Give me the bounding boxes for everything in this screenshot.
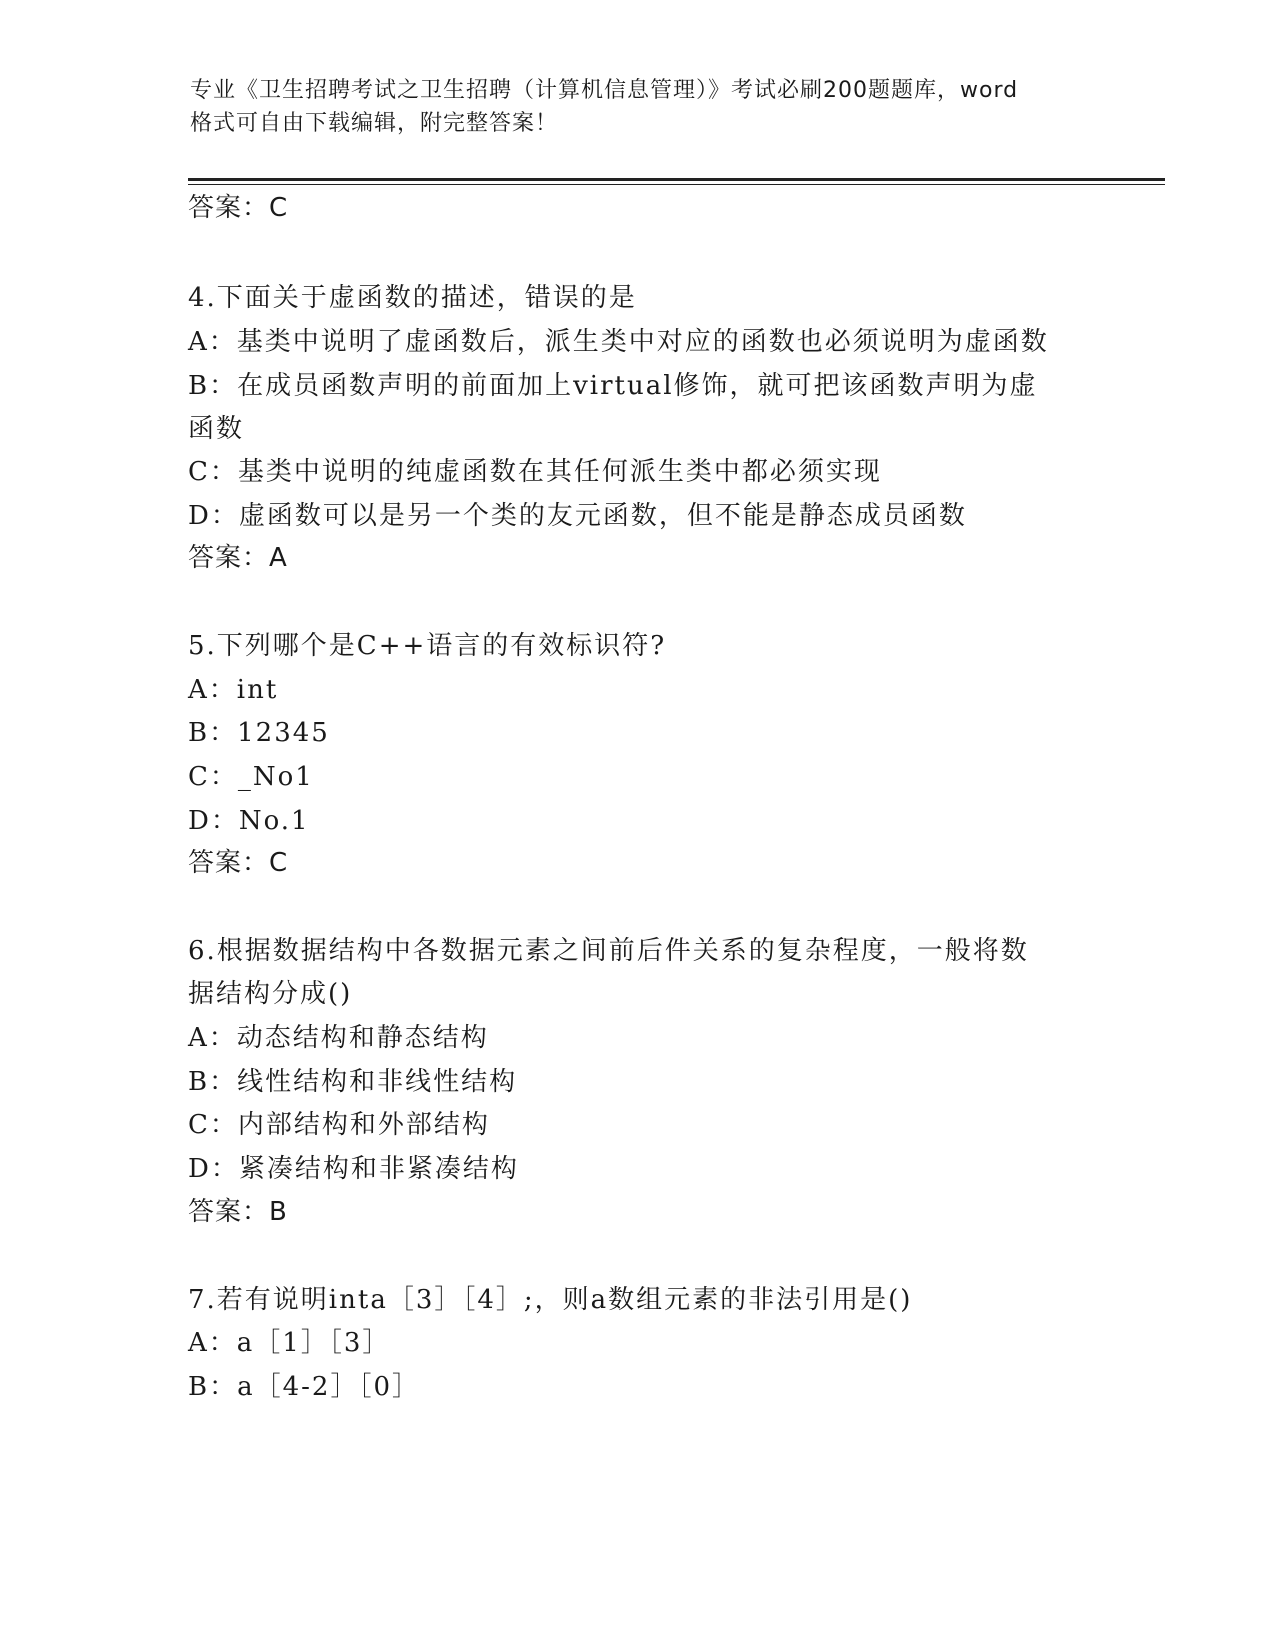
q6-option-c: C：内部结构和外部结构 — [188, 1110, 490, 1140]
q4-answer: 答案：A — [188, 543, 288, 573]
header-rule-thin — [188, 184, 1165, 185]
q7-stem: 7.若有说明inta［3］［4］;，则a数组元素的非法引用是() — [188, 1285, 913, 1315]
q5-option-a: A：int — [188, 675, 279, 705]
previous-answer: 答案：C — [188, 193, 289, 223]
q6-stem-continued: 据结构分成() — [188, 979, 353, 1009]
q6-stem: 6.根据数据结构中各数据元素之间前后件关系的复杂程度，一般将数 — [188, 936, 1029, 966]
q4-option-c: C：基类中说明的纯虚函数在其任何派生类中都必须实现 — [188, 457, 882, 487]
q6-option-a: A：动态结构和静态结构 — [188, 1023, 489, 1053]
q6-answer: 答案：B — [188, 1197, 288, 1227]
document-header — [190, 74, 1110, 140]
q5-stem: 5.下列哪个是C++语言的有效标识符? — [188, 631, 667, 661]
q5-answer: 答案：C — [188, 848, 289, 878]
q4-stem: 4.下面关于虚函数的描述，错误的是 — [188, 283, 637, 313]
q4-option-b-continued: 函数 — [188, 414, 245, 444]
header-rule-thick — [188, 178, 1165, 181]
q7-option-b: B：a［4-2］［0］ — [188, 1372, 421, 1402]
q6-option-b: B：线性结构和非线性结构 — [188, 1067, 518, 1097]
q4-option-a: A：基类中说明了虚函数后，派生类中对应的函数也必须说明为虚函数 — [188, 327, 1049, 357]
q5-option-d: D：No.1 — [188, 806, 310, 836]
q5-option-b: B：12345 — [188, 718, 330, 748]
q4-option-b: B：在成员函数声明的前面加上virtual修饰，就可把该函数声明为虚 — [188, 371, 1038, 401]
q6-option-d: D：紧凑结构和非紧凑结构 — [188, 1154, 519, 1184]
header-line-2: 格式可自由下载编辑，附完整答案！ — [190, 111, 559, 136]
q7-option-a: A：a［1］［3］ — [188, 1328, 391, 1358]
q5-option-c: C：_No1 — [188, 762, 314, 792]
header-line-1: 专业《卫生招聘考试之卫生招聘（计算机信息管理）》考试必刷200题题库，word — [190, 78, 1019, 103]
q4-option-d: D：虚函数可以是另一个类的友元函数，但不能是静态成员函数 — [188, 501, 967, 531]
